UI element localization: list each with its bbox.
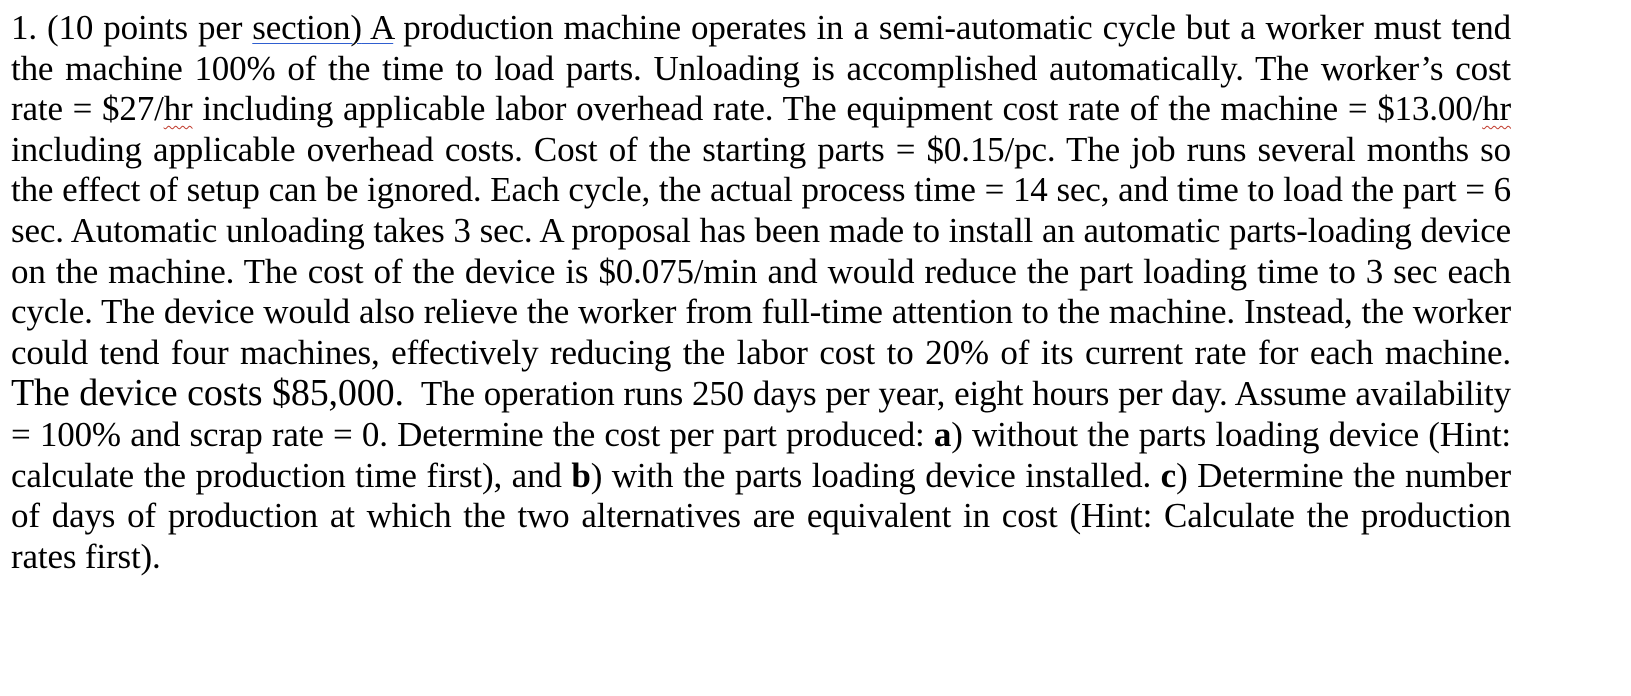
part-b-text: ) with the parts loading device installed.: [590, 455, 1161, 495]
problem-text-mid-3: The operation runs 250 days per year, eight hours per day. Assume availability = 100% and scrap rate = 0. Determine the cost per part produced:: [11, 374, 1520, 454]
section-link[interactable]: section): [252, 8, 362, 47]
problem-paragraph: [11, 8, 1520, 577]
spellcheck-hr-1: hr: [163, 89, 193, 129]
spellcheck-hr-2: hr: [1482, 89, 1511, 129]
article-a-link[interactable]: A: [370, 8, 394, 47]
problem-text-mid-2: including applicable overhead costs. Cost of the starting parts = $0.15/pc. The job runs several months so the effect of setup can be ignored. Each cycle, the actual process time = 14 sec, and time to load the part = 6 sec. Automatic unloading takes 3 sec. A proposal has been made to install an automatic parts-loading device on the machine. The cost of the device is $0.075/min and would reduce the part loading time to 3 sec each cycle. The device would also relieve the worker from full-time attention to the machine. Instead, the worker could tend four machines, effectively reducing the labor cost to 20% of its current rate for each machine.: [11, 129, 1511, 372]
problem-text-mid-1: including applicable labor overhead rate. The equipment cost rate of the machine = $13.00/: [192, 89, 1483, 129]
device-cost-text: The device costs $85,000.: [11, 372, 404, 415]
part-c-label: c: [1160, 455, 1177, 495]
problem-number: 1.: [11, 8, 37, 47]
part-b-label: b: [571, 455, 591, 495]
problem-intro-text: production machine operates in a semi-automatic cycle but a worker must tend the machine 100% of the time to load parts. Unloading is accomplished automatically. The worker’s cost rate = $27/: [11, 8, 1511, 129]
part-a-label: a: [933, 414, 952, 454]
points-prefix: (10 points per: [36, 8, 253, 47]
link-space[interactable]: [362, 8, 370, 47]
problem-document: [11, 8, 1520, 577]
part-c-text: ) Determine the number of days of production at which the two alternatives are equivalent in cost (Hint: Calculate the production rates first).: [11, 455, 1511, 576]
part-a-text: ) without the parts loading device (Hint: calculate the production time first), and: [11, 414, 1511, 495]
